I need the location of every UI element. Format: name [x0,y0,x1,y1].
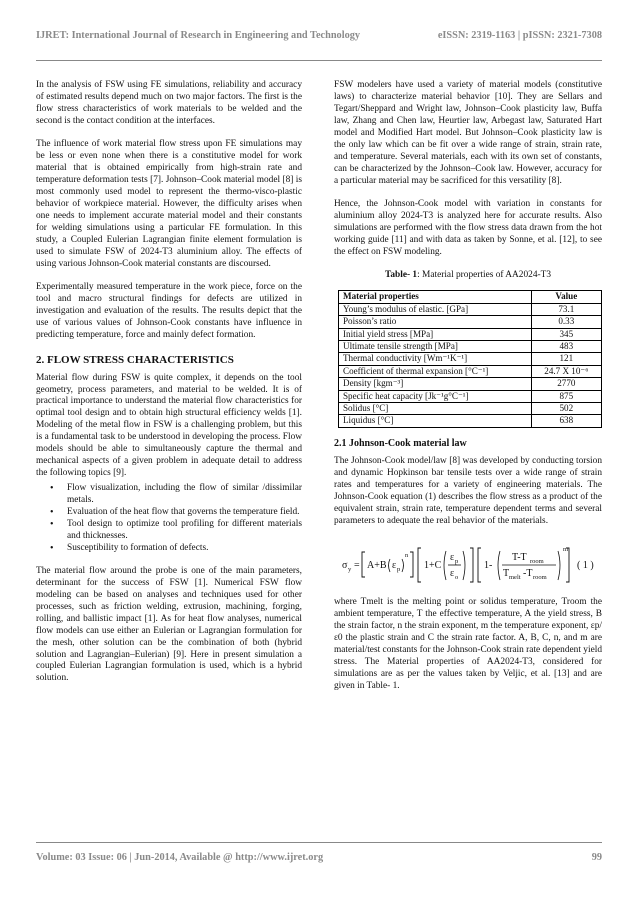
eq-frac2-den-b: -T [523,567,533,579]
eq-paren [463,551,465,580]
table-cell: 2770 [531,378,601,390]
eq-frac1-den-sub: o [455,573,459,581]
table-cell: Solidus [°C] [339,402,532,414]
paragraph: FSW modelers have used a variety of material models (constitutive laws) to characterize material behavior [10]. They are Sellars and Tegart/Sheppard and Wright law, Johnson–Cook plasticity law, Buffa law, Zhang and Chen law, Heurtier law, Arbegast law, Saturated Hart model and Modified Hart model. But Johnson–Cook plasticity law is the only law which can be fit over a wide range of strain, strain rate, and temperature. Several materials, each with its own set of constants, can be characterized by the Johnson–Cook law. However, accuracy for a particular material may be sacrificed for this versatility [8]. [334,80,602,186]
table-cell: Initial yield stress [MPa] [339,328,532,340]
table-cell: 345 [531,328,601,340]
table-row [339,390,602,402]
eq-frac1-den: ε [450,567,455,579]
table-cell: Young’s modulus of elastic. [GPa] [339,303,532,315]
page-footer [36,852,602,863]
paragraph: where Tmelt is the melting point or solidus temperature, Troom the ambient temperature, T the effective temperature, A the yield stress, B the strain factor, n the strain exponent, m the temperature exponent, εp/ε0 the plastic strain and C the strain rate factor. A, B, C, n, and m are material/test constants for the Johnson-Cook strain rate dependent yield stress. The Material properties of AA2024-T3, considered for simulations are as per the values taken by Veljic, et al. [13] and are given in Table- 1. [334,596,602,691]
table-cell: Specific heat capacity [Jk⁻¹g°C⁻¹] [339,390,532,402]
table-cell: Thermal conductivity [Wm⁻¹K⁻¹] [339,353,532,365]
eq-number: ( 1 ) [577,559,594,571]
table-row [339,353,602,365]
paragraph: In the analysis of FSW using FE simulations, reliability and accuracy of estimated results depend much on two major factors. The first is the flow stress characteristics of work materials to be welded and the second is the contact condition at the interfaces. [36,80,302,126]
table-cell: 24.7 X 10⁻⁶ [531,365,601,377]
table-cell: 483 [531,340,601,352]
section-heading: 2. FLOW STRESS CHARACTERISTICS [36,353,234,366]
eq-frac2-den-b-sub: room [533,573,547,581]
eq-lhs: σ [342,559,348,571]
table-row [339,340,602,352]
eq-term1: A+B [367,559,387,571]
footer-rule [36,842,602,843]
right-column [334,80,602,704]
eq-frac2-num: T-T [512,551,527,563]
eq-bracket [418,548,421,582]
paragraph: The influence of work material flow stress upon FE simulations may be less or even none when there is a constitutive model for work material that is obtained empirically from high-strain rate and temperature deformation tests [7]. Johnson–Cook material model [8] is most commonly used model to represent the thermo-visco-plastic behavior of workpiece material. However, the difficulty arises when one needs to implement accurate material model and their constants for welding simulations using a particular FE formulation. In this study, a Coupled Eulerian Lagrangian finite element formulation is used to simulate FSW of 2024-T3 aluminium alloy. The effects of using various Johnson-Cook material constants are discoursed. [36,139,302,269]
table-header-row [339,291,602,303]
footer-volume: Volume: 03 Issue: 06 | Jun-2014, Available @ http://www.ijret.org [36,852,324,863]
page-header [36,30,602,41]
bullet-item: • Flow visualization, including the flow of similar /dissimilar metals. [67,483,302,507]
bullet-item: • Tool design to optimize tool profiling for different materials and thicknesses. [67,519,302,543]
eq-bracket [410,552,413,577]
eq-paren [402,559,404,572]
table-row [339,378,602,390]
paragraph: Material flow during FSW is quite complex, it depends on the tool geometry, process parameters, and material to be welded. It is of practical importance to understand the material flow characteristics for optimal tool design and to obtain high structural efficiency welds [1]. Modeling of the metal flow in FSW is a challenging problem, but this is a fundamental task to be understood in developing the process. Flow models should be able to simultaneously capture the thermal and mechanical aspects of a given problem in adequate detail to address the following topics [9]. [36,372,302,479]
johnson-cook-equation [334,539,602,589]
table-cell: 73.1 [531,303,601,315]
table-row [339,365,602,377]
table-cell: 502 [531,402,601,414]
eq-frac1-num-sub: p [455,557,459,565]
eq-lhs-sub: y [348,565,352,573]
table-row [339,402,602,414]
table-cell: 638 [531,415,601,427]
eq-paren [558,551,560,580]
eq-paren [498,551,500,580]
table-row [339,328,602,340]
eq-eps: ε [392,559,397,571]
eq-bracket [478,548,481,582]
eq-term2: 1+C [424,559,442,571]
table-row [339,415,602,427]
table-cell: Density [kgm⁻³] [339,378,532,390]
header-rule [36,60,602,61]
table-caption [334,270,602,282]
eq-bracket [470,548,473,582]
table-row [339,316,602,328]
material-properties-table [338,290,602,427]
caption-text: : Material properties of AA2024-T3 [417,270,551,281]
column-header: Material properties [339,291,532,303]
eq-bracket [362,552,365,577]
issn: eISSN: 2319-1163 | pISSN: 2321-7308 [437,30,602,41]
subsection-heading: 2.1 Johnson-Cook material law [334,437,467,449]
eq-exp-n: n [405,551,409,559]
bullet-item: • Evaluation of the heat flow that governs the temperature field. [67,507,302,519]
table-cell: 121 [531,353,601,365]
eq-paren [389,559,391,572]
table-cell: 875 [531,390,601,402]
eq-frac1-num: ε [450,551,455,563]
table-cell: Liquidus [°C] [339,415,532,427]
eq-frac2-den-a: T [503,567,510,579]
bullet-list [36,483,302,555]
eq-eps-sub: p [397,565,401,573]
paragraph: Hence, the Johnson-Cook model with variation in constants for aluminium alloy 2024-T3 is analyzed here for accurate results. Also simulations are performed with the flow stress data drawn from the hot working guide [11] and with data as taken by Sonne, et al. [12], to see the effect on FSW modeling. [334,199,602,257]
paragraph: The Johnson-Cook model/law [8] was developed by conducting torsion and dynamic Hopkinson bar tensile tests over a wide range of strain rates and temperatures for a variety of engineering materials. The Johnson-Cook equation (1) describes the flow stress as a product of the equivalent strain, strain rate, temperature dependent terms and several parameters to adequate the real behavior of the materials. [334,455,602,526]
bullet-item: • Susceptibility to formation of defects. [67,543,302,555]
table-cell: Poisson’s ratio [339,316,532,328]
eq-exp-m: m [563,545,569,553]
table-cell: Coefficient of thermal expansion [°C⁻¹] [339,365,532,377]
column-header: Value [531,291,601,303]
eq-bracket [566,548,569,582]
page-number: 99 [591,852,602,863]
journal-title: IJRET: International Journal of Research in Engineering and Technology [36,30,361,41]
eq-term3: 1- [484,559,493,571]
caption-label: Table- 1 [384,270,418,281]
left-column [36,80,302,697]
eq-frac2-num-sub: room [530,557,544,565]
paragraph: The material flow around the probe is one of the main parameters, determinant for the success of FSW [1]. Numerical FSW flow modeling can be based on analyses and techniques used for other processes, such as friction welding, extrusion, machining, forging, rolling, and ballistic impact [1]. As for heat flow analyses, numerical flow models can use either an Eulerian or Lagrangian formulation for the mesh, other solution can be the combination of both (hybrid solution and Lagrangian–Eulerian) [9]. Here in present simulation a coupled Eulerian Lagrangian formulation is used, which is a hybrid solution. [36,565,302,684]
eq-paren [444,551,446,580]
paragraph: Experimentally measured temperature in the work piece, force on the tool and macro structural findings for defects are utilized in investigation and evaluation of the results. The results depict that the use of various values of Johnson-Cook constants have influence in predicting temperature, force and mainly defect formation. [36,282,302,341]
table-row [339,303,602,315]
table-cell: Ultimate tensile strength [MPa] [339,340,532,352]
eq-equals: = [354,559,360,571]
table-cell: 0.33 [531,316,601,328]
eq-frac2-den-a-sub: melt [509,573,521,581]
